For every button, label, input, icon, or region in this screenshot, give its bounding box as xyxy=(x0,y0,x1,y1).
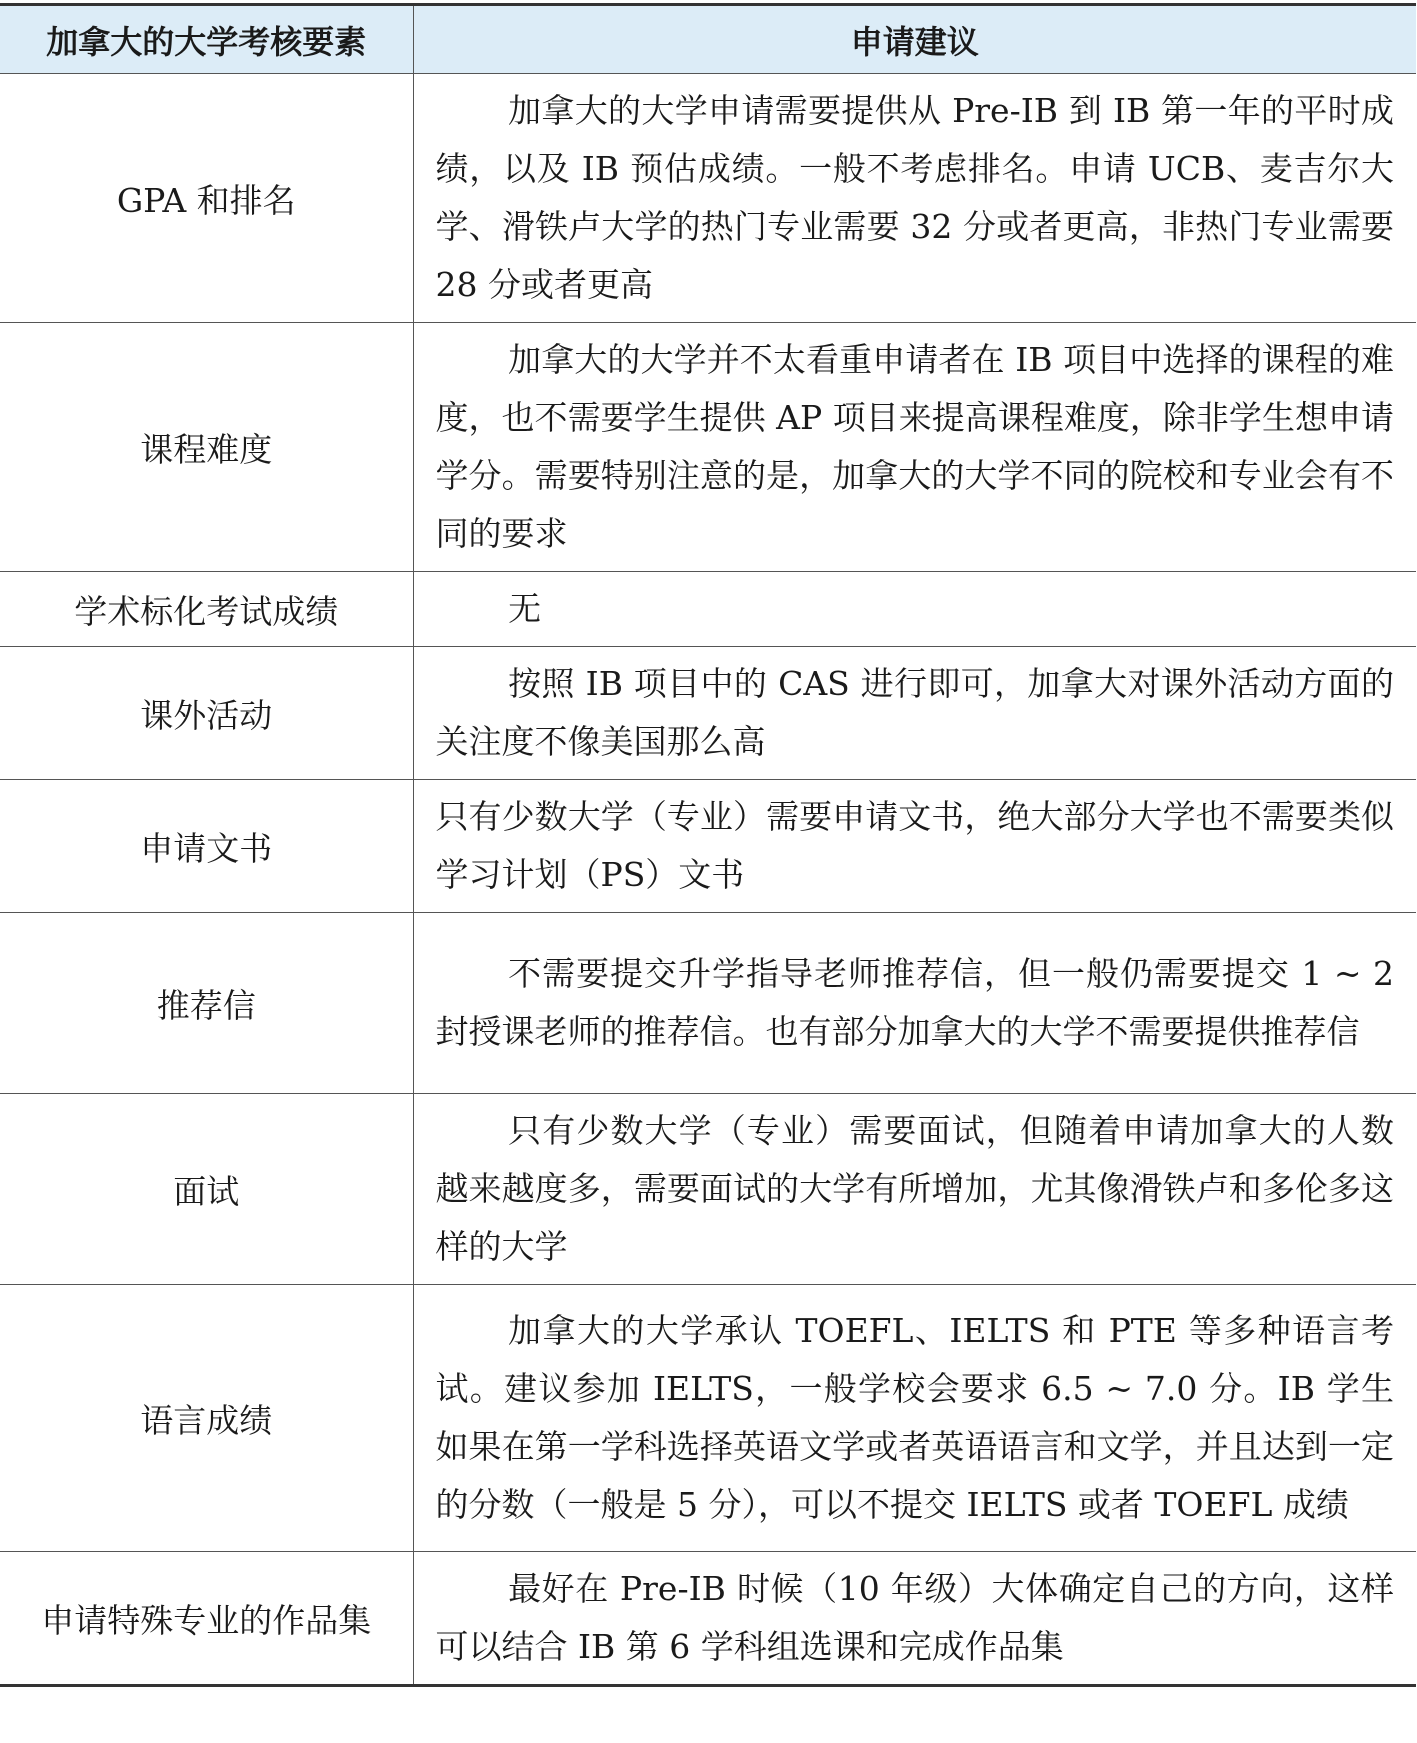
advice-cell: 加拿大的大学并不太看重申请者在 IB 项目中选择的课程的难度，也不需要学生提供 AP 项目来提高课程难度，除非学生想申请学分。需要特别注意的是，加拿大的大学不同的院校和专业会有不同的要求 xyxy=(413,323,1416,572)
table-row xyxy=(0,780,1416,913)
table-row xyxy=(0,1285,1416,1552)
factor-cell: 课程难度 xyxy=(0,323,413,572)
advice-cell: 按照 IB 项目中的 CAS 进行即可，加拿大对课外活动方面的关注度不像美国那么高 xyxy=(413,647,1416,780)
factor-cell: 申请文书 xyxy=(0,780,413,913)
table-row xyxy=(0,323,1416,572)
header-factor: 加拿大的大学考核要素 xyxy=(0,5,413,74)
advice-cell: 只有少数大学（专业）需要申请文书，绝大部分大学也不需要类似学习计划（PS）文书 xyxy=(413,780,1416,913)
advice-cell: 最好在 Pre-IB 时候（10 年级）大体确定自己的方向，这样可以结合 IB 第 6 学科组选课和完成作品集 xyxy=(413,1552,1416,1686)
factor-cell: GPA 和排名 xyxy=(0,74,413,323)
factor-cell: 申请特殊专业的作品集 xyxy=(0,1552,413,1686)
table-row xyxy=(0,1094,1416,1285)
table-row xyxy=(0,647,1416,780)
table-row xyxy=(0,572,1416,647)
factor-cell: 推荐信 xyxy=(0,913,413,1094)
table-row xyxy=(0,913,1416,1094)
advice-cell: 不需要提交升学指导老师推荐信，但一般仍需要提交 1 ~ 2 封授课老师的推荐信。也有部分加拿大的大学不需要提供推荐信 xyxy=(413,913,1416,1094)
table-row xyxy=(0,1552,1416,1686)
advice-cell: 无 xyxy=(413,572,1416,647)
table-row xyxy=(0,74,1416,323)
factor-cell: 语言成绩 xyxy=(0,1285,413,1552)
factor-cell: 面试 xyxy=(0,1094,413,1285)
advice-cell: 加拿大的大学申请需要提供从 Pre-IB 到 IB 第一年的平时成绩，以及 IB 预估成绩。一般不考虑排名。申请 UCB、麦吉尔大学、滑铁卢大学的热门专业需要 32 分或者更高，非热门专业需要 28 分或者更高 xyxy=(413,74,1416,323)
header-row xyxy=(0,5,1416,74)
factor-cell: 学术标化考试成绩 xyxy=(0,572,413,647)
header-advice: 申请建议 xyxy=(413,5,1416,74)
advice-cell: 加拿大的大学承认 TOEFL、IELTS 和 PTE 等多种语言考试。建议参加 IELTS，一般学校会要求 6.5 ~ 7.0 分。IB 学生如果在第一学科选择英语文学或者英语语言和文学，并且达到一定的分数（一般是 5 分），可以不提交 IELTS 或者 TOEFL 成绩 xyxy=(413,1285,1416,1552)
advice-cell: 只有少数大学（专业）需要面试，但随着申请加拿大的人数越来越度多，需要面试的大学有所增加，尤其像滑铁卢和多伦多这样的大学 xyxy=(413,1094,1416,1285)
factor-cell: 课外活动 xyxy=(0,647,413,780)
requirements-table xyxy=(0,3,1416,1687)
